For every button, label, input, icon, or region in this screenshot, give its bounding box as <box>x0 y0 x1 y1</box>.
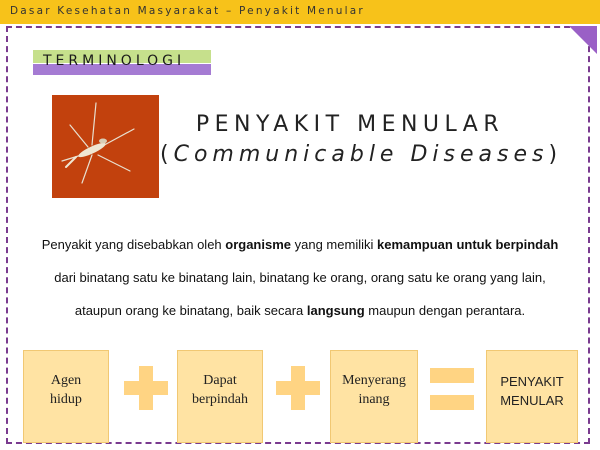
box1-line2: hidup <box>50 392 82 407</box>
header-title: Dasar Kesehatan Masyarakat – Penyakit Menular <box>10 5 365 17</box>
result-line1: PENYAKIT <box>500 374 564 389</box>
equation-box-agen-hidup <box>23 350 109 443</box>
subtitle-italic: Communicable Diseases <box>173 142 549 167</box>
corner-triangle-icon <box>569 26 597 54</box>
page-subtitle: (Communicable Diseases) <box>160 142 563 167</box>
box3-line1: Menyerang <box>342 373 406 388</box>
box1-line1: Agen <box>50 373 82 388</box>
plus-icon <box>124 366 168 410</box>
header-bar <box>0 0 600 24</box>
box3-line2: inang <box>358 392 390 407</box>
definition-text: Penyakit yang disebabkan oleh organisme yang memiliki kemampuan untuk berpindah dari binatang satu ke binatang lain, binatang ke orang, orang satu ke orang yang lain, ataupun orang ke binatang, baik secara langsung maupun dengan perantara. <box>41 237 559 318</box>
section-label: TERMINOLOGI <box>43 53 186 69</box>
equation-result-box <box>486 350 578 443</box>
equals-icon <box>430 368 474 410</box>
box2-line1: Dapat <box>203 373 237 388</box>
mosquito-icon <box>52 95 159 198</box>
equation-box-dapat-berpindah <box>177 350 263 443</box>
mosquito-photo <box>52 95 159 198</box>
equation-box-menyerang-inang <box>330 350 418 443</box>
box2-line2: berpindah <box>192 392 248 407</box>
plus-icon <box>276 366 320 410</box>
page-title: PENYAKIT MENULAR <box>195 112 505 137</box>
result-line2: MENULAR <box>500 393 564 408</box>
